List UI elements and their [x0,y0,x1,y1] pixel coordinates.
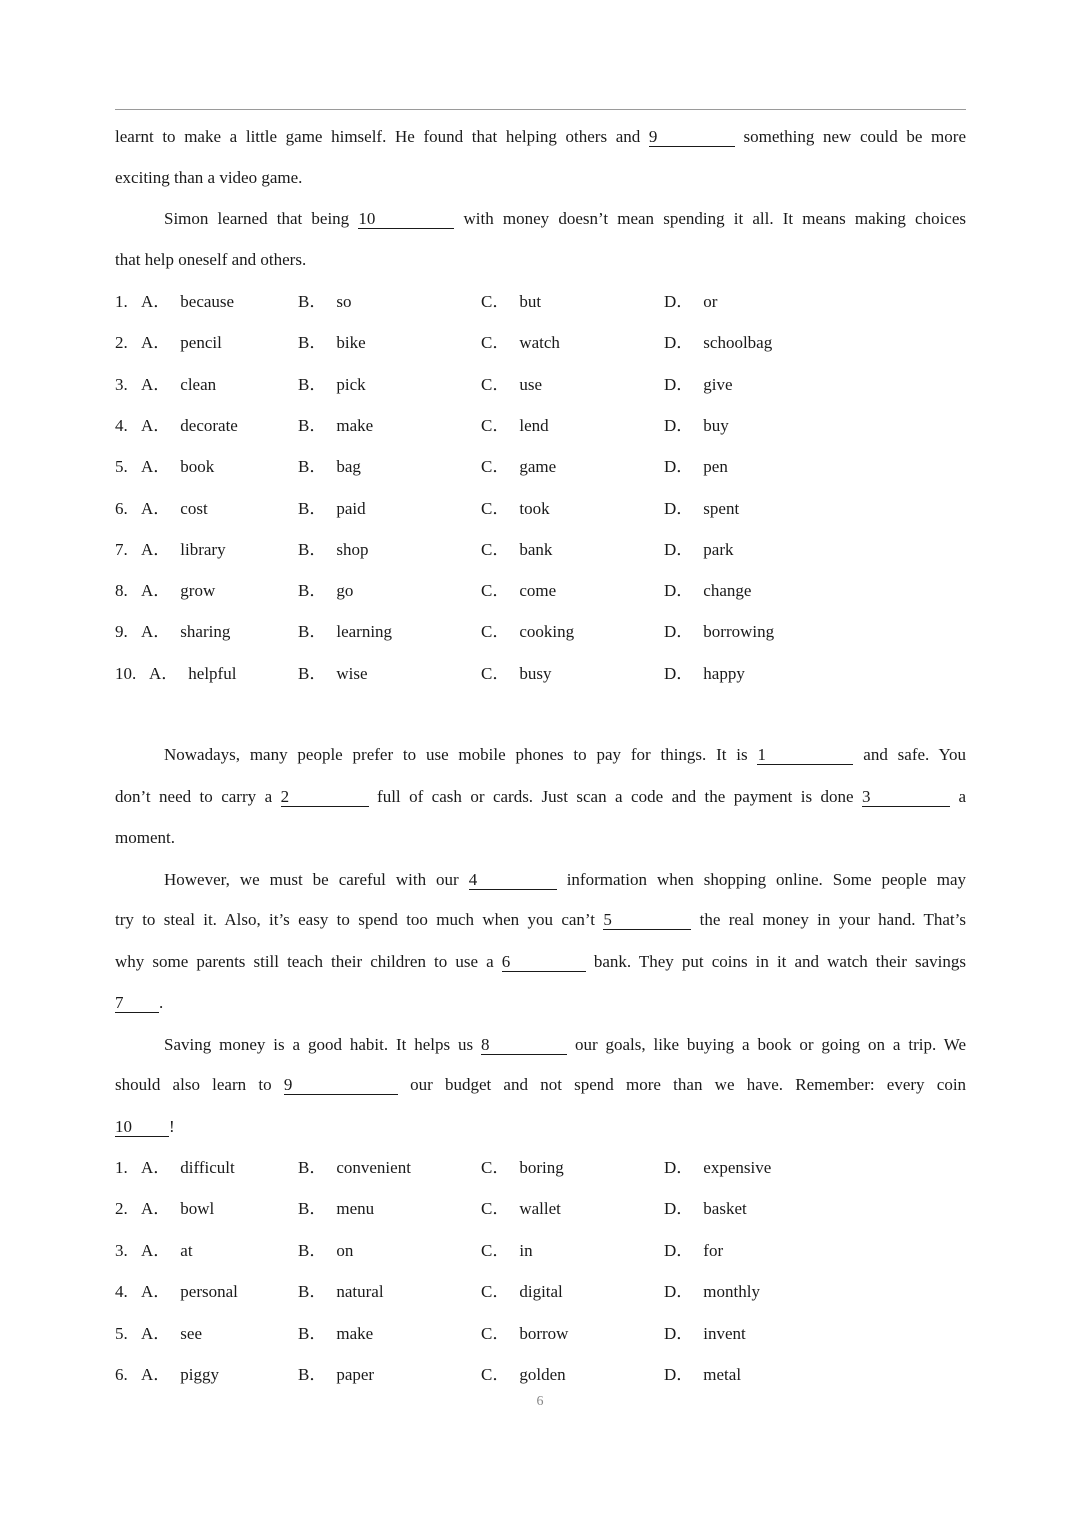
option-text: library [180,539,226,559]
option-text: because [180,292,235,311]
blank-1: 1 [757,745,853,765]
option-c[interactable] [481,1322,568,1346]
option-letter: D． [664,374,694,394]
option-text: so [336,292,352,311]
option-text: bike [336,333,366,353]
passage-text: and safe. You [863,745,967,764]
option-letter: B． [298,457,327,477]
question-number: 6. [115,1365,128,1384]
question-row [115,1197,966,1221]
passage-text: Saving money is a good habit. It helps us [164,1035,474,1054]
option-letter: B． [298,374,327,394]
option-text: natural [336,1282,384,1302]
option-c[interactable] [481,414,549,438]
passage-text: with money doesn’t mean spending it all. It means making choices [463,209,967,228]
passage-text: learnt to make a little game himself. He found that helping others and [115,127,641,146]
option-letter: D． [664,292,694,311]
option-letter: A． [141,374,171,394]
page-number: 6 [536,1394,544,1409]
option-text: borrowing [703,622,775,642]
option-text: game [519,457,557,477]
option-d[interactable] [664,1280,760,1304]
option-a[interactable] [141,414,238,438]
option-letter: D． [664,1282,694,1302]
option-letter: B． [298,498,327,518]
option-text: paid [336,498,366,518]
option-d[interactable] [664,1197,747,1221]
passage-text: don’t need to carry a [115,787,273,806]
option-text: happy [703,663,745,683]
passage1-line3 [164,207,966,231]
option-text: pencil [180,333,222,353]
blank-10: 10 [358,209,454,229]
question-row [115,1280,966,1304]
option-letter: A． [141,333,171,353]
option-b[interactable] [298,1322,373,1346]
option-letter: C． [481,1240,510,1260]
option-text: monthly [703,1282,760,1302]
question-row [115,1239,966,1263]
option-text: spent [703,498,740,518]
option-text: digital [519,1282,563,1302]
question-number: 3. [115,374,128,394]
option-d[interactable] [664,1322,746,1346]
option-d[interactable] [664,579,751,603]
option-d[interactable] [664,662,745,686]
option-a[interactable] [141,290,234,314]
blank-5: 5 [603,910,691,930]
question-number: 2. [115,1199,128,1219]
option-d[interactable] [664,414,729,438]
question-row [115,538,966,562]
option-c[interactable] [481,290,541,314]
option-letter: A． [141,415,171,435]
blank-7: 7 [115,993,159,1013]
passage-text: information when shopping online. Some people may [566,870,967,889]
passage-text: our budget and not spend more than we have. Remember: every coin [410,1075,967,1094]
option-b[interactable] [298,662,368,686]
option-letter: A． [141,1323,171,1343]
blank-10b: 10 [115,1117,169,1137]
option-letter: A． [141,1240,171,1260]
passage-text: should also learn to [115,1075,272,1094]
option-text: basket [703,1199,747,1219]
question-number: 9. [115,622,128,642]
option-d[interactable] [664,455,728,479]
option-text: menu [336,1199,375,1219]
option-letter: C． [481,622,510,642]
option-text: or [703,292,718,311]
option-c[interactable] [481,331,560,355]
option-letter: A． [141,457,171,477]
option-a[interactable] [141,455,214,479]
option-text: decorate [180,415,238,435]
option-text: bowl [180,1199,215,1219]
option-text: book [180,457,215,477]
option-text: in [519,1240,533,1260]
passage-text: a [958,787,967,806]
option-letter: A． [141,581,171,601]
option-letter: D． [664,663,694,683]
option-letter: D． [664,622,694,642]
option-a[interactable] [141,373,216,397]
passage2-p1-line1 [164,743,966,767]
question-row [115,290,966,314]
passage-text: why some parents still teach their children to use a [115,952,494,971]
option-c[interactable] [481,579,556,603]
passage-text: bank. They put coins in it and watch their savings [593,952,967,971]
option-b[interactable] [298,1197,374,1221]
question-row [115,331,966,355]
question-row [115,1322,966,1346]
question-row [115,662,966,686]
option-b[interactable] [298,579,353,603]
question-number: 4. [115,415,128,435]
option-letter: B． [298,1158,327,1177]
question-row [115,373,966,397]
option-b[interactable] [298,455,361,479]
option-text: shop [336,539,369,559]
option-text: for [703,1240,724,1260]
option-letter: C． [481,1199,510,1219]
option-c[interactable] [481,455,556,479]
option-b[interactable] [298,414,373,438]
option-text: took [519,498,550,518]
option-text: go [336,581,354,601]
option-a[interactable] [141,579,215,603]
option-c[interactable] [481,1280,563,1304]
option-letter: D． [664,1199,694,1219]
option-letter: A． [141,292,171,311]
option-b[interactable] [298,373,366,397]
option-text: personal [180,1282,238,1302]
option-text: see [180,1323,202,1343]
passage-text: the real money in your hand. That’s [699,910,966,929]
option-letter: D． [664,581,694,601]
passage2-p3-line3 [115,1115,966,1139]
option-text: busy [519,663,552,683]
option-d[interactable] [664,497,739,521]
option-b[interactable] [298,331,366,355]
option-text: golden [519,1365,566,1384]
option-letter: B． [298,581,327,601]
option-letter: C． [481,663,510,683]
option-letter: C． [481,415,510,435]
option-letter: C． [481,333,510,353]
passage-text: Simon learned that being [164,209,350,228]
passage-text: Nowadays, many people prefer to use mobile phones to pay for things. It is [164,745,748,764]
passage-text: try to steal it. Also, it’s easy to spend too much when you can’t [115,910,595,929]
option-text: cooking [519,622,575,642]
option-text: learning [336,622,393,642]
question-row [115,620,966,644]
passage-text: However, we must be careful with our [164,870,459,889]
passage1-line1 [115,125,966,149]
question-row [115,579,966,603]
option-b[interactable] [298,1239,353,1263]
question-number: 3. [115,1240,128,1260]
option-text: metal [703,1365,742,1384]
option-letter: D． [664,457,694,477]
passage2-p2-line1 [164,868,966,892]
option-b[interactable] [298,290,351,314]
option-text: make [336,415,374,435]
passage-text: . [159,993,164,1012]
option-a[interactable] [141,497,208,521]
option-text: use [519,374,543,394]
passage2-p2-line2 [115,908,966,932]
option-c[interactable] [481,620,574,644]
option-letter: B． [298,292,327,311]
question-number: 7. [115,539,128,559]
option-letter: D． [664,333,694,353]
option-text: piggy [180,1365,220,1384]
option-a[interactable] [141,538,226,562]
option-d[interactable] [664,538,734,562]
option-text: wallet [519,1199,561,1219]
question-number: 5. [115,1323,128,1343]
option-text: make [336,1323,374,1343]
option-text: bag [336,457,361,477]
option-b[interactable] [298,1156,411,1180]
option-d[interactable] [664,1363,741,1387]
header-rule [115,109,966,110]
option-d[interactable] [664,331,772,355]
option-text: park [703,539,734,559]
question-number: 1. [115,1158,128,1177]
option-letter: B． [298,1199,327,1219]
option-text: clean [180,374,217,394]
option-letter: C． [481,539,510,559]
option-b[interactable] [298,497,366,521]
option-c[interactable] [481,1239,533,1263]
option-letter: C． [481,1323,510,1343]
question-row [115,414,966,438]
question-number: 4. [115,1282,128,1302]
option-text: borrow [519,1323,569,1343]
question-number: 6. [115,498,128,518]
option-letter: B． [298,539,327,559]
option-text: invent [703,1323,746,1343]
option-b[interactable] [298,1363,374,1387]
passage2-p2-line3 [115,950,966,974]
option-text: grow [180,581,216,601]
option-text: paper [336,1365,375,1384]
option-a[interactable] [141,331,222,355]
passage-text: something new could be more [743,127,966,146]
option-text: pen [703,457,728,477]
option-d[interactable] [664,373,733,397]
option-text: cost [180,498,208,518]
option-text: expensive [703,1158,772,1177]
option-a[interactable] [141,1322,202,1346]
option-letter: A． [141,1199,171,1219]
option-letter: B． [298,415,327,435]
option-c[interactable] [481,373,542,397]
option-text: schoolbag [703,333,773,353]
option-letter: D． [664,1158,694,1177]
option-letter: C． [481,457,510,477]
option-text: helpful [188,663,237,683]
passage-text: full of cash or cards. Just scan a code and the payment is done [377,787,854,806]
option-a[interactable] [141,620,230,644]
option-text: give [703,374,733,394]
question-row [115,1363,966,1387]
option-text: boring [519,1158,564,1177]
blank-9: 9 [649,127,735,147]
passage-text: our goals, like buying a book or going on a trip. We [574,1035,967,1054]
option-text: pick [336,374,366,394]
question-number: 8. [115,581,128,601]
option-a[interactable] [141,1156,235,1180]
option-text: change [703,581,752,601]
option-a[interactable] [141,1280,238,1304]
option-letter: A． [149,663,179,683]
option-letter: D． [664,498,694,518]
option-letter: B． [298,1323,327,1343]
option-c[interactable] [481,538,552,562]
option-letter: C． [481,1282,510,1302]
option-letter: A． [141,539,171,559]
option-letter: D． [664,1365,694,1384]
option-letter: B． [298,1365,327,1384]
option-letter: D． [664,415,694,435]
passage2-p3-line2 [115,1073,966,1097]
blank-4: 4 [469,870,557,890]
option-letter: B． [298,1240,327,1260]
option-letter: C． [481,374,510,394]
option-c[interactable] [481,1197,561,1221]
option-text: bank [519,539,553,559]
blank-8: 8 [481,1035,567,1055]
option-letter: B． [298,663,327,683]
option-letter: D． [664,1240,694,1260]
option-text: difficult [180,1158,235,1177]
question-number: 5. [115,457,128,477]
option-letter: A． [141,1158,171,1177]
option-letter: C． [481,581,510,601]
option-a[interactable] [149,662,236,686]
question-number: 10. [115,663,137,683]
option-d[interactable] [664,290,717,314]
option-text: lend [519,415,549,435]
passage1-line4: that help oneself and others. [115,250,307,269]
question-row [115,1156,966,1180]
option-letter: C． [481,292,510,311]
option-d[interactable] [664,1156,771,1180]
option-letter: A． [141,1365,171,1384]
option-b[interactable] [298,1280,384,1304]
option-letter: C． [481,498,510,518]
option-c[interactable] [481,497,550,521]
option-letter: B． [298,622,327,642]
passage-text: ! [169,1117,175,1136]
question-row [115,455,966,479]
option-d[interactable] [664,620,774,644]
option-text: on [336,1240,354,1260]
passage2-p1-line3: moment. [115,828,175,847]
option-letter: C． [481,1365,510,1384]
passage2-p1-line2 [115,785,966,809]
option-c[interactable] [481,662,551,686]
option-letter: B． [298,333,327,353]
option-a[interactable] [141,1239,193,1263]
passage1-line2: exciting than a video game. [115,168,303,187]
option-c[interactable] [481,1363,566,1387]
option-letter: D． [664,1323,694,1343]
option-d[interactable] [664,1239,723,1263]
option-letter: A． [141,622,171,642]
option-letter: B． [298,1282,327,1302]
option-text: at [180,1240,193,1260]
option-text: convenient [336,1158,411,1177]
option-letter: A． [141,1282,171,1302]
option-c[interactable] [481,1156,564,1180]
passage2-p2-line4 [115,991,966,1015]
option-text: buy [703,415,729,435]
option-letter: D． [664,539,694,559]
option-b[interactable] [298,538,368,562]
blank-2: 2 [281,787,369,807]
blank-3: 3 [862,787,950,807]
option-b[interactable] [298,620,392,644]
question-number: 2. [115,333,128,353]
option-a[interactable] [141,1197,214,1221]
option-text: sharing [180,622,231,642]
passage2-p3-line1 [164,1033,966,1057]
blank-6: 6 [502,952,586,972]
question-row [115,497,966,521]
blank-9b: 9 [284,1075,398,1095]
option-a[interactable] [141,1363,219,1387]
option-text: but [519,292,542,311]
option-text: come [519,581,557,601]
option-text: wise [336,663,368,683]
option-letter: C． [481,1158,510,1177]
option-text: watch [519,333,560,353]
question-number: 1. [115,292,128,311]
option-letter: A． [141,498,171,518]
